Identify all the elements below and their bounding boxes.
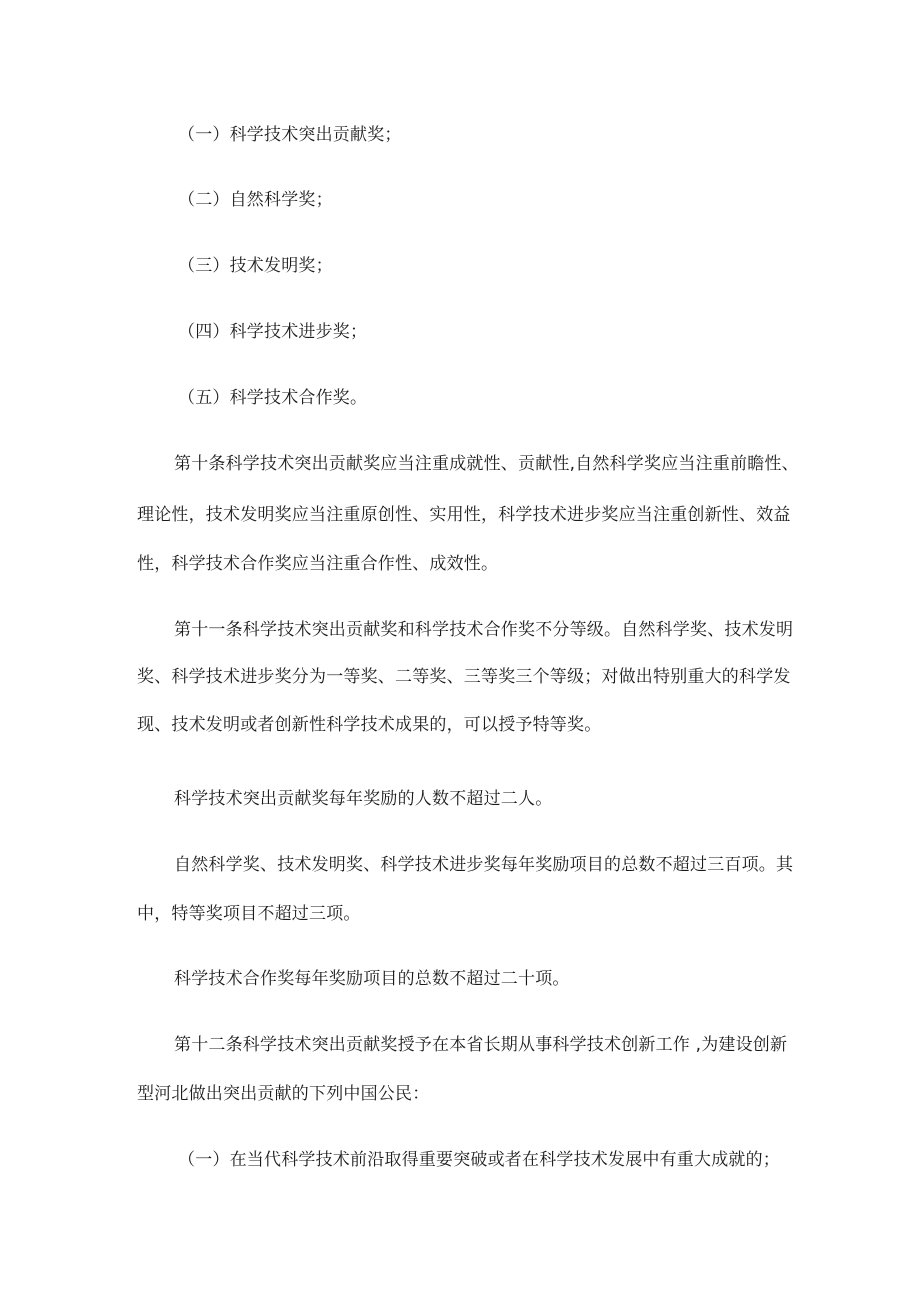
article-10-line-1: 第十条科学技术突出贡献奖应当注重成就性、贡献性,自然科学奖应当注重前瞻性、 [174, 454, 799, 474]
article-11-line-2: 奖、科学技术进步奖分为一等奖、二等奖、三等奖三个等级；对做出特别重大的科学发 [137, 667, 791, 687]
list-item-award-2: （二）自然科学奖； [178, 190, 333, 210]
article-11-line-3: 现、技术发明或者创新性科学技术成果的，可以授予特等奖。 [137, 715, 602, 735]
article-12-line-2: 型河北做出突出贡献的下列中国公民： [137, 1084, 430, 1104]
list-item-award-5: （五）科学技术合作奖。 [178, 388, 368, 408]
list-item-award-1: （一）科学技术突出贡献奖； [178, 125, 402, 145]
article-11-line-1: 第十一条科学技术突出贡献奖和科学技术合作奖不分等级。自然科学奖、技术发明 [174, 620, 794, 640]
paragraph-project-quota-line-1: 自然科学奖、技术发明奖、科学技术进步奖每年奖励项目的总数不超过三百项。其 [174, 855, 794, 875]
paragraph-cooperation-quota: 科学技术合作奖每年奖励项目的总数不超过二十项。 [174, 969, 570, 989]
article-10-line-3: 性，科学技术合作奖应当注重合作性、成效性。 [137, 554, 499, 574]
article-12-item-1: （一）在当代科学技术前沿取得重要突破或者在科学技术发展中有重大成就的； [178, 1150, 780, 1170]
list-item-award-4: （四）科学技术进步奖； [178, 322, 368, 342]
article-10-line-2: 理论性，技术发明奖应当注重原创性、实用性，科学技术进步奖应当注重创新性、效益 [137, 505, 791, 525]
paragraph-project-quota-line-2: 中，特等奖项目不超过三项。 [137, 904, 361, 924]
article-12-line-1: 第十二条科学技术突出贡献奖授予在本省长期从事科学技术创新工作 ,为建设创新 [174, 1035, 788, 1055]
paragraph-contribution-quota: 科学技术突出贡献奖每年奖励的人数不超过二人。 [174, 789, 553, 809]
list-item-award-3: （三）技术发明奖； [178, 256, 333, 276]
